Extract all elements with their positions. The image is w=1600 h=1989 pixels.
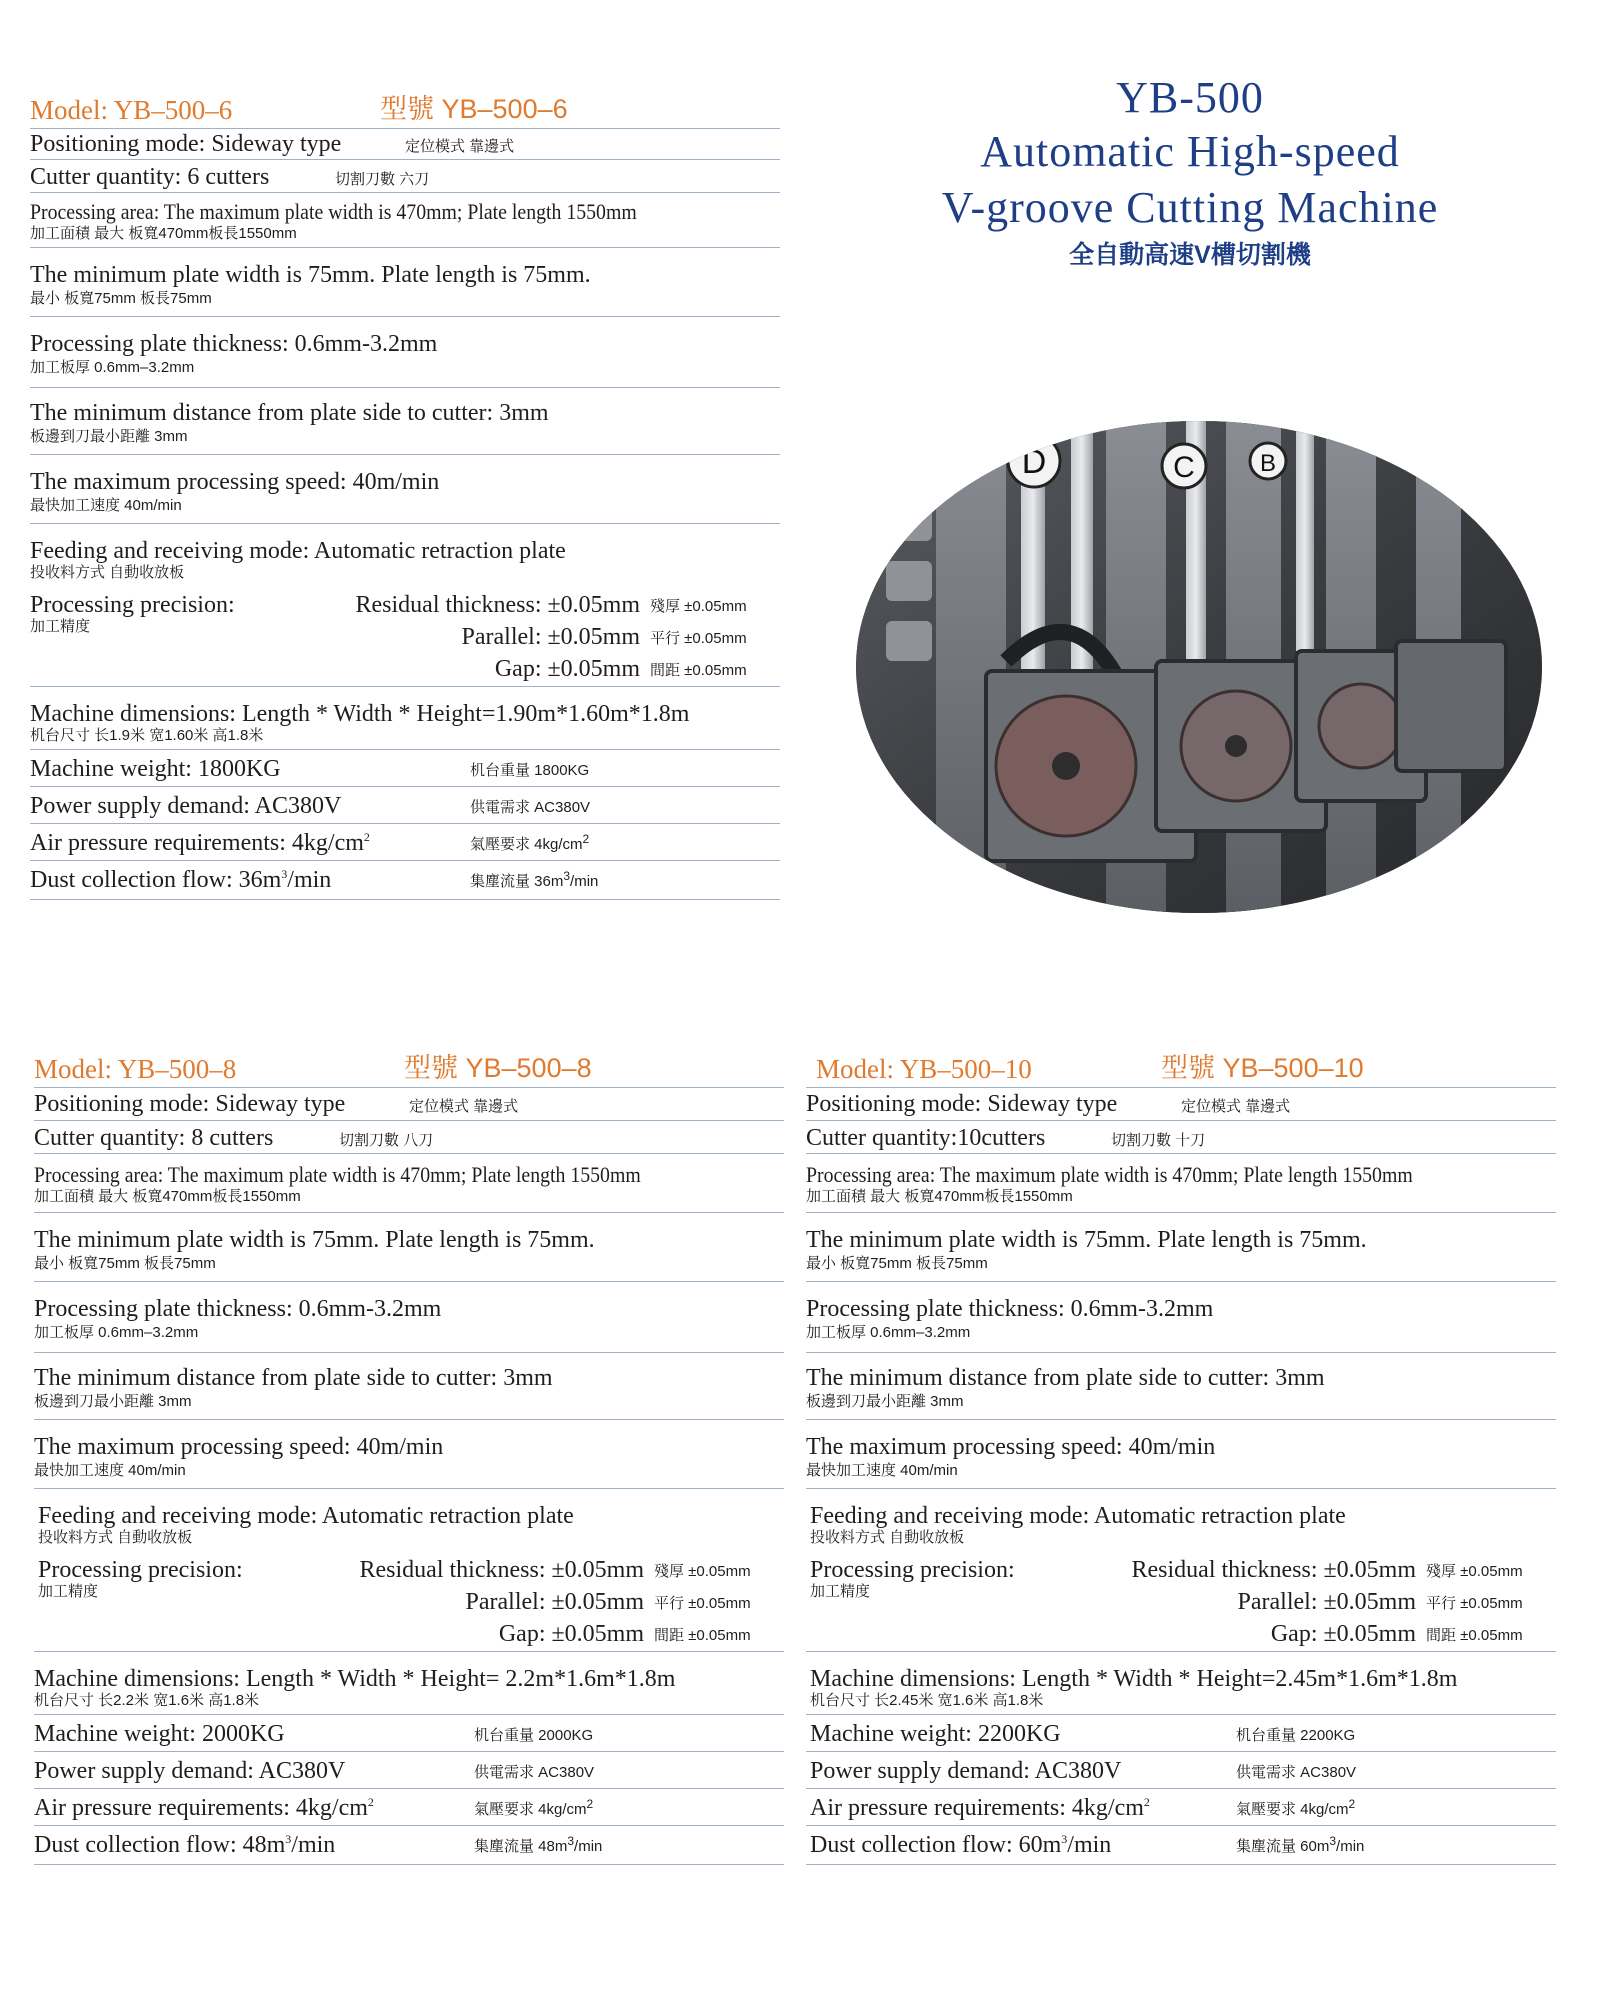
thickness-row	[30, 317, 780, 388]
product-title-line2: V-groove Cutting Machine	[941, 183, 1439, 232]
product-model-title: YB-500	[1116, 73, 1264, 122]
dust-cn: 集塵流量 $48m^3/\min$	[474, 1834, 603, 1855]
dust-en: Dust collection flow: $60m^3/\min$	[810, 1832, 1112, 1858]
gap-cn: 間距 ±0.05mm	[654, 1627, 751, 1644]
cutter-en: Cutter quantity:10cutters	[806, 1125, 1046, 1151]
product-title-chinese: 全自動高速V槽切割機	[1069, 241, 1311, 269]
dust-row	[30, 861, 780, 900]
speed-en: The maximum processing speed: 40m/min	[34, 1434, 444, 1460]
gap-cn: 間距 ±0.05mm	[650, 662, 747, 679]
positioning-cn: 定位模式 靠邊式	[1181, 1098, 1291, 1115]
precision-row	[30, 586, 780, 687]
distance-en: The minimum distance from plate side to cutter: 3mm	[30, 400, 549, 426]
gap-en: Gap: ±0.05mm	[498, 1621, 644, 1647]
min-width-cn: 最小 板寬75mm 板長75mm	[806, 1255, 988, 1272]
thickness-cn: 加工板厚 0.6mm–3.2mm	[806, 1324, 971, 1341]
min-width-cn: 最小 板寬75mm 板長75mm	[34, 1255, 216, 1272]
residual-en: Residual thickness: ±0.05mm	[359, 1557, 644, 1583]
weight-en: Machine weight: 1800KG	[30, 756, 281, 782]
title-block	[880, 72, 1500, 272]
dimensions-en: Machine dimensions: Length * Width * Height=1.90m*1.60m*1.8m	[30, 701, 690, 727]
positioning-row	[34, 1088, 784, 1121]
model-row	[806, 1055, 1556, 1088]
air-en: Air pressure requirements: $4kg/cm^2$	[810, 1795, 1150, 1821]
residual-en: Residual thickness: ±0.05mm	[1131, 1557, 1416, 1583]
area-en: Processing area: The maximum plate width is 470mm; Plate length 1550mm	[806, 1162, 1413, 1187]
cutter-en: Cutter quantity: 8 cutters	[34, 1125, 274, 1151]
distance-en: The minimum distance from plate side to cutter: 3mm	[806, 1365, 1325, 1391]
weight-en: Machine weight: 2000KG	[34, 1721, 285, 1747]
air-row	[30, 824, 780, 861]
distance-row	[30, 388, 780, 455]
min-width-en: The minimum plate width is 75mm. Plate length is 75mm.	[30, 262, 591, 288]
dimensions-cn: 机台尺寸 长1.9米 宽1.60米 高1.8米	[30, 727, 264, 744]
feeding-cn: 投收料方式 自動收放板	[30, 564, 185, 581]
dimensions-cn: 机台尺寸 长2.45米 宽1.6米 高1.8米	[810, 1692, 1044, 1709]
distance-en: The minimum distance from plate side to cutter: 3mm	[34, 1365, 553, 1391]
positioning-row	[30, 129, 780, 160]
machine-photo	[856, 421, 1542, 913]
dust-cn: 集塵流量 $36m^3/\min$	[470, 869, 599, 890]
dust-cn: 集塵流量 $60m^3/\min$	[1236, 1834, 1365, 1855]
area-cn: 加工面積 最大 板寬470mm板長1550mm	[34, 1188, 301, 1205]
model-name-cn: 型號 YB–500–10	[1161, 1053, 1364, 1083]
thickness-cn: 加工板厚 0.6mm–3.2mm	[34, 1324, 199, 1341]
min-width-row	[30, 248, 780, 317]
station-label-c: C	[1173, 451, 1195, 484]
feeding-row	[34, 1489, 784, 1551]
station-label-d: D	[1021, 443, 1047, 481]
power-cn: 供電需求 AC380V	[1236, 1764, 1357, 1781]
weight-row	[34, 1715, 784, 1752]
speed-row	[34, 1420, 784, 1489]
min-width-en: The minimum plate width is 75mm. Plate length is 75mm.	[806, 1227, 1367, 1253]
precision-row	[34, 1551, 784, 1652]
cutter-row	[34, 1121, 784, 1154]
dimensions-en: Machine dimensions: Length * Width * Height= 2.2m*1.6m*1.8m	[34, 1666, 676, 1692]
air-row	[806, 1789, 1556, 1826]
parallel-en: Parallel: ±0.05mm	[1237, 1589, 1416, 1615]
residual-cn: 殘厚 ±0.05mm	[654, 1563, 751, 1580]
thickness-en: Processing plate thickness: 0.6mm-3.2mm	[806, 1296, 1214, 1322]
cutter-row	[30, 160, 780, 193]
spec-block-yb-500-10	[806, 1055, 1556, 1865]
distance-cn: 板邊到刀最小距離 3mm	[806, 1393, 964, 1410]
dust-en: Dust collection flow: $48m^3/\min$	[34, 1832, 336, 1858]
dust-row	[806, 1826, 1556, 1865]
model-name-en: Model: YB–500–10	[816, 1054, 1032, 1084]
area-row	[34, 1154, 784, 1213]
area-en: Processing area: The maximum plate width is 470mm; Plate length 1550mm	[30, 199, 637, 224]
spec-block-yb-500-6	[30, 96, 780, 900]
model-row	[34, 1055, 784, 1088]
distance-row	[806, 1353, 1556, 1420]
thickness-row	[34, 1282, 784, 1353]
weight-row	[30, 750, 780, 787]
feeding-row	[806, 1489, 1556, 1551]
weight-cn: 机台重量 1800KG	[470, 762, 590, 779]
min-width-row	[806, 1213, 1556, 1282]
speed-en: The maximum processing speed: 40m/min	[30, 469, 440, 495]
speed-row	[806, 1420, 1556, 1489]
area-cn: 加工面積 最大 板寬470mm板長1550mm	[806, 1188, 1073, 1205]
power-row	[30, 787, 780, 824]
weight-row	[806, 1715, 1556, 1752]
gap-en: Gap: ±0.05mm	[1270, 1621, 1416, 1647]
station-label-b: B	[1259, 450, 1277, 477]
feeding-en: Feeding and receiving mode: Automatic retraction plate	[810, 1503, 1346, 1529]
positioning-cn: 定位模式 靠邊式	[409, 1098, 519, 1115]
precision-row	[806, 1551, 1556, 1652]
parallel-en: Parallel: ±0.05mm	[465, 1589, 644, 1615]
cutter-cn: 切割刀數 十刀	[1111, 1132, 1206, 1149]
spec-block-yb-500-8	[34, 1055, 784, 1865]
precision-label: Processing precision:	[38, 1557, 243, 1583]
power-en: Power supply demand: AC380V	[810, 1758, 1122, 1784]
speed-cn: 最快加工速度 40m/min	[34, 1462, 186, 1479]
air-row	[34, 1789, 784, 1826]
speed-cn: 最快加工速度 40m/min	[806, 1462, 958, 1479]
feeding-cn: 投收料方式 自動收放板	[810, 1529, 965, 1546]
air-cn: 氣壓要求 $4kg/cm^2$	[474, 1797, 594, 1818]
model-name-en: Model: YB–500–8	[34, 1054, 237, 1084]
power-row	[34, 1752, 784, 1789]
dust-row	[34, 1826, 784, 1865]
residual-en: Residual thickness: ±0.05mm	[355, 592, 640, 618]
positioning-en: Positioning mode: Sideway type	[806, 1091, 1118, 1117]
area-row	[806, 1154, 1556, 1213]
weight-en: Machine weight: 2200KG	[810, 1721, 1061, 1747]
feeding-cn: 投收料方式 自動收放板	[38, 1529, 193, 1546]
positioning-cn: 定位模式 靠邊式	[405, 138, 515, 155]
dimensions-row	[30, 687, 780, 750]
weight-cn: 机台重量 2200KG	[1236, 1727, 1356, 1744]
cutter-row	[806, 1121, 1556, 1154]
min-width-row	[34, 1213, 784, 1282]
feeding-row	[30, 524, 780, 586]
air-en: Air pressure requirements: $4kg/cm^2$	[34, 1795, 374, 1821]
dimensions-row	[806, 1652, 1556, 1715]
residual-cn: 殘厚 ±0.05mm	[650, 598, 747, 615]
parallel-cn: 平行 ±0.05mm	[1426, 1595, 1523, 1612]
air-cn: 氣壓要求 $4kg/cm^2$	[470, 832, 590, 853]
thickness-cn: 加工板厚 0.6mm–3.2mm	[30, 359, 195, 376]
parallel-cn: 平行 ±0.05mm	[650, 630, 747, 647]
speed-row	[30, 455, 780, 524]
positioning-en: Positioning mode: Sideway type	[30, 131, 342, 157]
min-width-en: The minimum plate width is 75mm. Plate length is 75mm.	[34, 1227, 595, 1253]
model-name-en: Model: YB–500–6	[30, 95, 233, 125]
feeding-en: Feeding and receiving mode: Automatic retraction plate	[38, 1503, 574, 1529]
power-row	[806, 1752, 1556, 1789]
dimensions-row	[34, 1652, 784, 1715]
cutter-en: Cutter quantity: 6 cutters	[30, 164, 270, 190]
weight-cn: 机台重量 2000KG	[474, 1727, 594, 1744]
distance-cn: 板邊到刀最小距離 3mm	[30, 428, 188, 445]
cutter-cn: 切割刀數 六刀	[335, 171, 430, 188]
cutter-cn: 切割刀數 八刀	[339, 1132, 434, 1149]
model-name-cn: 型號 YB–500–6	[380, 94, 568, 124]
machine-illustration	[856, 421, 1542, 913]
model-name-cn: 型號 YB–500–8	[404, 1053, 592, 1083]
area-row	[30, 193, 780, 248]
product-title-line1: Automatic High-speed	[980, 127, 1400, 176]
parallel-en: Parallel: ±0.05mm	[461, 624, 640, 650]
precision-cn: 加工精度	[810, 1583, 871, 1600]
residual-cn: 殘厚 ±0.05mm	[1426, 1563, 1523, 1580]
speed-cn: 最快加工速度 40m/min	[30, 497, 182, 514]
precision-label: Processing precision:	[30, 592, 235, 618]
parallel-cn: 平行 ±0.05mm	[654, 1595, 751, 1612]
gap-en: Gap: ±0.05mm	[494, 656, 640, 682]
thickness-en: Processing plate thickness: 0.6mm-3.2mm	[34, 1296, 442, 1322]
positioning-en: Positioning mode: Sideway type	[34, 1091, 346, 1117]
area-en: Processing area: The maximum plate width is 470mm; Plate length 1550mm	[34, 1162, 641, 1187]
precision-cn: 加工精度	[38, 1583, 99, 1600]
thickness-en: Processing plate thickness: 0.6mm-3.2mm	[30, 331, 438, 357]
speed-en: The maximum processing speed: 40m/min	[806, 1434, 1216, 1460]
power-en: Power supply demand: AC380V	[30, 793, 342, 819]
dust-en: Dust collection flow: $36m^3/\min$	[30, 867, 332, 893]
model-row	[30, 96, 780, 129]
power-cn: 供電需求 AC380V	[474, 1764, 595, 1781]
area-cn: 加工面積 最大 板寬470mm板長1550mm	[30, 225, 297, 242]
precision-cn: 加工精度	[30, 618, 91, 635]
distance-row	[34, 1353, 784, 1420]
gap-cn: 間距 ±0.05mm	[1426, 1627, 1523, 1644]
precision-label: Processing precision:	[810, 1557, 1015, 1583]
distance-cn: 板邊到刀最小距離 3mm	[34, 1393, 192, 1410]
positioning-row	[806, 1088, 1556, 1121]
dimensions-cn: 机台尺寸 长2.2米 宽1.6米 高1.8米	[34, 1692, 260, 1709]
min-width-cn: 最小 板寬75mm 板長75mm	[30, 290, 212, 307]
air-cn: 氣壓要求 $4kg/cm^2$	[1236, 1797, 1356, 1818]
dimensions-en: Machine dimensions: Length * Width * Height=2.45m*1.6m*1.8m	[810, 1666, 1458, 1692]
power-cn: 供電需求 AC380V	[470, 799, 591, 816]
power-en: Power supply demand: AC380V	[34, 1758, 346, 1784]
feeding-en: Feeding and receiving mode: Automatic retraction plate	[30, 538, 566, 564]
air-en: Air pressure requirements: $4kg/cm^2$	[30, 830, 370, 856]
thickness-row	[806, 1282, 1556, 1353]
